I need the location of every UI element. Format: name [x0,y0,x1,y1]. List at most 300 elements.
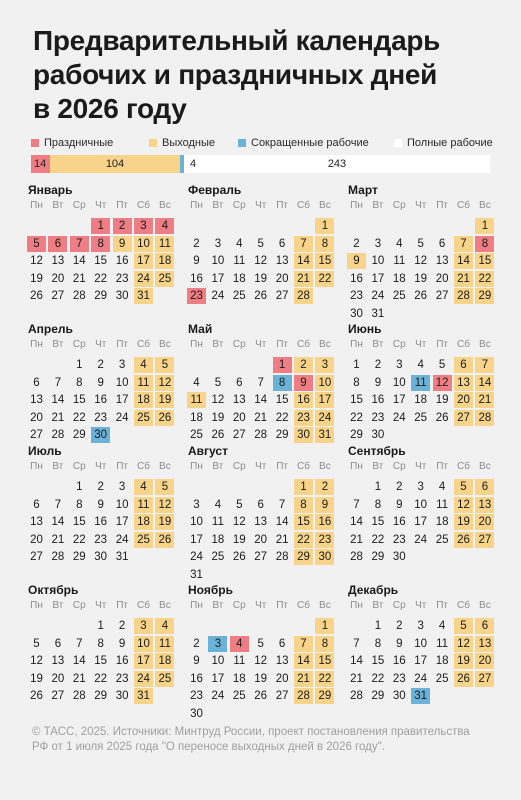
day-cell: 8 [353,376,360,389]
weekday-label: Пт [276,600,288,611]
day-cell: 13 [51,255,65,267]
day-cell: 25 [134,410,153,426]
day-cell: 1 [374,481,382,493]
day-cell: 8 [315,236,334,252]
weekday-label: Сб [457,461,470,472]
day-cell: 17 [115,394,129,406]
day-cell: 25 [155,671,174,687]
day-cell: 29 [94,290,108,302]
day-cell: 12 [254,655,268,667]
weekday-label: Сб [137,339,150,350]
day-cell: 20 [475,514,494,530]
day-cell: 31 [134,288,153,304]
day-cell: 13 [435,255,449,267]
day-cell: 2 [193,637,200,650]
legend-label: Сокращенные рабочие [251,137,369,149]
day-cell: 11 [411,375,430,391]
legend-label: Праздничные [44,137,114,149]
day-cell: 13 [275,255,289,267]
day-cell: 23 [392,672,406,685]
legend-item-short [238,137,369,149]
day-cell: 19 [232,533,246,546]
summary-full [184,155,490,173]
full-swatch-icon [394,139,402,147]
day-cell: 24 [211,690,225,702]
day-cell: 18 [232,272,246,285]
day-cell: 25 [435,672,449,685]
day-cell: 18 [190,411,203,424]
day-cell: 3 [417,620,424,632]
weekday-label: Ср [72,339,86,350]
month-block [27,183,173,308]
day-cell: 18 [134,514,153,530]
day-cell: 27 [51,690,65,702]
day-cell: 16 [190,672,203,685]
weekday-label: Вс [319,600,331,611]
weekday-label: Вт [52,600,64,611]
day-cell: 7 [278,498,286,511]
day-cell: 8 [97,637,104,650]
day-cell: 24 [392,411,406,424]
month-name: Декабрь [348,583,399,597]
day-cell: 13 [30,394,43,406]
weekday-label: Ср [72,461,86,472]
weekday-label: Пт [436,600,448,611]
weekday-label: Чт [415,461,427,472]
day-cell: 11 [436,637,449,650]
day-cell: 16 [94,516,108,528]
day-cell: 12 [254,255,268,267]
day-cell: 5 [454,618,473,634]
day-cell: 25 [414,411,428,424]
day-cell: 24 [134,671,153,687]
day-cell: 25 [232,690,246,702]
weekday-label: Вс [479,200,491,211]
day-cell: 5 [236,498,243,511]
day-cell: 21 [72,672,86,685]
day-cell: 4 [438,481,446,493]
day-cell: 7 [353,637,360,650]
day-cell: 18 [435,516,449,528]
month-name: Июнь [348,322,382,336]
day-cell: 3 [315,357,334,373]
day-cell: 30 [115,690,129,702]
day-cell: 4 [236,237,243,250]
day-cell: 3 [134,218,153,234]
weekday-label: Чт [255,461,267,472]
day-cell: 19 [435,394,449,406]
day-cell: 12 [232,516,246,528]
day-cell: 1 [97,620,104,632]
weekday-label: Чт [95,339,107,350]
day-cell: 9 [193,255,200,267]
weekday-label: Пт [116,200,128,211]
day-cell: 9 [113,236,132,252]
day-cell: 2 [97,481,104,493]
day-cell: 25 [134,532,153,548]
day-cell: 5 [438,359,446,371]
day-cell: 17 [134,653,153,669]
day-cell: 17 [392,394,406,406]
weekday-label: Пт [276,200,288,211]
day-cell: 13 [30,516,43,528]
day-cell: 23 [94,533,108,546]
day-cell: 22 [475,271,494,287]
weekday-label: Сб [297,461,310,472]
day-cell: 18 [134,392,153,408]
day-cell: 13 [475,636,494,652]
weekday-label: Сб [137,600,150,611]
day-cell: 14 [454,253,473,269]
day-cell: 1 [273,357,292,373]
day-cell: 1 [76,481,83,493]
day-cell: 2 [97,359,104,371]
weekday-label: Пн [190,200,203,211]
day-cell: 8 [374,498,382,511]
day-cell: 30 [294,427,313,443]
day-cell: 20 [30,533,43,546]
day-cell: 31 [315,427,334,443]
day-cell: 5 [417,237,424,250]
month-name: Ноябрь [188,583,233,597]
day-cell: 11 [155,636,174,652]
day-cell: 26 [155,532,174,548]
day-cell: 21 [350,533,363,546]
day-cell: 7 [353,498,360,511]
weekday-label: Пн [350,461,363,472]
day-cell: 15 [315,253,334,269]
day-cell: 18 [155,653,174,669]
day-cell: 27 [275,690,289,702]
day-cell: 14 [475,375,494,391]
day-cell: 23 [190,690,203,702]
day-cell: 25 [155,271,174,287]
day-cell: 11 [436,498,449,511]
day-cell: 29 [94,690,108,702]
day-cell: 17 [211,272,225,285]
day-cell: 16 [392,655,406,667]
summary-bar [31,155,490,173]
weekday-label: Чт [415,339,427,350]
weekday-label: Пн [190,600,203,611]
day-cell: 4 [193,376,200,389]
day-cell: 7 [70,236,89,252]
day-cell: 16 [94,394,108,406]
day-cell: 7 [257,376,264,389]
day-cell: 7 [294,636,313,652]
day-cell: 9 [97,498,104,511]
weekday-label: Ср [392,600,406,611]
day-cell: 17 [115,516,129,528]
day-cell: 15 [315,653,334,669]
day-cell: 21 [350,672,363,685]
day-cell: 2 [113,218,132,234]
day-cell: 20 [232,411,246,424]
day-cell: 7 [54,376,62,389]
weekday-label: Чт [95,200,107,211]
day-cell: 2 [353,237,360,250]
day-cell: 28 [275,551,289,563]
weekday-label: Пн [350,600,363,611]
day-cell: 27 [275,290,289,302]
day-cell: 3 [374,237,382,250]
weekday-label: Вс [479,461,491,472]
day-cell: 24 [211,290,225,302]
day-cell: 27 [232,429,246,441]
day-cell: 10 [134,636,153,652]
day-cell: 15 [294,514,313,530]
weekday-label: Вс [159,600,171,611]
weekend-swatch-icon [149,139,157,147]
short-swatch-icon [238,139,246,147]
day-cell: 24 [414,533,428,546]
day-cell: 20 [51,272,65,285]
day-cell: 4 [134,479,153,495]
month-block [187,322,333,447]
day-cell: 29 [350,429,363,441]
weekday-label: Сб [457,200,470,211]
day-cell: 3 [118,359,126,371]
day-cell: 4 [396,237,403,250]
weekday-label: Пн [190,461,203,472]
day-cell: 28 [254,429,268,441]
legend [31,137,491,153]
month-block [187,583,333,720]
day-cell: 29 [475,288,494,304]
weekday-label: Ср [72,200,86,211]
day-cell: 23 [94,411,108,424]
day-cell: 17 [190,533,203,546]
day-cell: 13 [275,655,289,667]
weekday-label: Вс [159,461,171,472]
day-cell: 9 [118,637,126,650]
day-cell: 30 [115,290,129,302]
day-cell: 18 [435,655,449,667]
day-cell: 22 [294,532,313,548]
weekday-label: Чт [415,200,427,211]
day-cell: 10 [371,255,385,267]
day-cell: 9 [294,375,313,391]
day-cell: 14 [350,516,363,528]
page-title [33,24,493,126]
weekday-label: Вс [479,339,491,350]
weekday-label: Ср [72,600,86,611]
day-cell: 28 [72,690,86,702]
day-cell: 29 [72,429,86,441]
day-cell: 8 [315,636,334,652]
day-cell: 30 [94,551,108,563]
day-cell: 9 [347,253,366,269]
weekday-label: Пн [190,339,203,350]
day-cell: 2 [396,481,403,493]
day-cell: 24 [115,533,129,546]
day-cell: 6 [48,236,67,252]
weekday-label: Чт [255,200,267,211]
weekday-label: Сб [137,200,150,211]
weekday-label: Вт [212,461,224,472]
day-cell: 2 [294,357,313,373]
day-cell: 25 [211,551,225,563]
day-cell: 10 [211,255,225,267]
weekday-label: Вс [319,200,331,211]
day-cell: 3 [134,618,153,634]
weekday-label: Пт [116,461,128,472]
day-cell: 5 [33,637,40,650]
weekday-label: Пт [436,339,448,350]
day-cell: 17 [414,655,428,667]
month-name: Май [188,322,213,336]
day-cell: 16 [371,394,385,406]
day-cell: 10 [211,655,225,667]
day-cell: 12 [155,497,174,513]
day-cell: 2 [374,359,382,371]
day-cell: 17 [414,516,428,528]
day-cell: 7 [475,357,494,373]
day-cell: 9 [97,376,104,389]
day-cell: 30 [91,427,110,443]
weekday-label: Чт [415,600,427,611]
day-cell: 20 [454,392,473,408]
day-cell: 11 [187,392,206,408]
day-cell: 4 [230,636,249,652]
day-cell: 15 [475,253,494,269]
day-cell: 21 [51,411,65,424]
month-block [27,583,173,708]
day-cell: 8 [76,376,83,389]
summary-holiday: 14 [31,155,50,173]
day-cell: 6 [33,376,40,389]
weekday-label: Вт [52,339,64,350]
day-cell: 1 [91,218,110,234]
day-cell: 11 [134,375,153,391]
weekday-label: Ср [392,461,406,472]
day-cell: 31 [411,688,430,704]
day-cell: 29 [275,429,289,441]
weekday-label: Пт [276,461,288,472]
day-cell: 17 [134,253,153,269]
day-cell: 17 [211,672,225,685]
day-cell: 9 [315,497,334,513]
day-cell: 28 [454,288,473,304]
weekday-label: Вт [372,200,384,211]
day-cell: 15 [371,516,385,528]
day-cell: 3 [417,481,424,493]
weekday-label: Вс [479,600,491,611]
weekday-label: Вт [372,600,384,611]
day-cell: 16 [294,392,313,408]
day-cell: 26 [30,690,43,702]
day-cell: 1 [374,620,382,632]
day-cell: 10 [134,236,153,252]
day-cell: 22 [315,671,334,687]
day-cell: 29 [371,551,385,563]
day-cell: 26 [155,410,174,426]
day-cell: 13 [454,375,473,391]
day-cell: 15 [94,655,108,667]
day-cell: 14 [51,516,65,528]
day-cell: 28 [72,290,86,302]
day-cell: 28 [350,690,363,702]
day-cell: 4 [134,357,153,373]
month-name: Июль [28,444,62,458]
day-cell: 13 [475,497,494,513]
day-cell: 16 [190,272,203,285]
day-cell: 21 [51,533,65,546]
weekday-label: Чт [95,461,107,472]
day-cell: 22 [315,271,334,287]
weekday-label: Ср [392,200,406,211]
day-cell: 9 [374,376,382,389]
day-cell: 30 [190,707,203,720]
day-cell: 26 [254,690,268,702]
legend-item-weekend [149,137,215,149]
weekday-label: Пн [30,200,43,211]
day-cell: 25 [392,290,406,302]
weekday-label: Пт [116,600,128,611]
day-cell: 23 [187,288,206,304]
day-cell: 16 [115,655,129,667]
day-cell: 14 [51,394,65,406]
day-cell: 2 [396,620,403,632]
day-cell: 27 [475,671,494,687]
weekday-label: Ср [232,600,246,611]
day-cell: 19 [454,653,473,669]
day-cell: 23 [115,272,129,285]
month-block [347,583,493,708]
day-cell: 27 [51,290,65,302]
day-cell: 11 [155,236,174,252]
day-cell: 6 [475,618,494,634]
weekday-label: Сб [137,461,150,472]
day-cell: 1 [315,218,334,234]
day-cell: 12 [155,375,174,391]
day-cell: 26 [254,290,268,302]
day-cell: 27 [254,551,268,563]
day-cell: 3 [396,359,403,371]
day-cell: 22 [72,533,86,546]
day-cell: 24 [134,271,153,287]
day-cell: 21 [254,411,268,424]
summary-weekend: 104 [50,155,180,173]
day-cell: 9 [396,637,403,650]
weekday-label: Чт [255,600,267,611]
day-cell: 15 [350,394,363,406]
day-cell: 21 [454,271,473,287]
day-cell: 23 [294,410,313,426]
day-cell: 11 [233,655,246,667]
day-cell: 30 [350,307,363,320]
weekday-label: Вс [159,339,171,350]
weekday-label: Вт [212,339,224,350]
day-cell: 28 [475,410,494,426]
day-cell: 14 [350,655,363,667]
day-cell: 15 [275,394,289,406]
day-cell: 5 [155,479,174,495]
day-cell: 2 [315,479,334,495]
weekday-label: Вс [319,339,331,350]
day-cell: 22 [72,411,86,424]
day-cell: 27 [30,429,43,441]
day-cell: 12 [414,255,428,267]
day-cell: 27 [30,551,43,563]
day-cell: 5 [257,237,264,250]
day-cell: 31 [371,307,385,320]
day-cell: 16 [350,272,363,285]
holiday-swatch-icon [31,139,39,147]
day-cell: 6 [278,237,286,250]
month-block [347,444,493,569]
day-cell: 24 [190,551,203,563]
